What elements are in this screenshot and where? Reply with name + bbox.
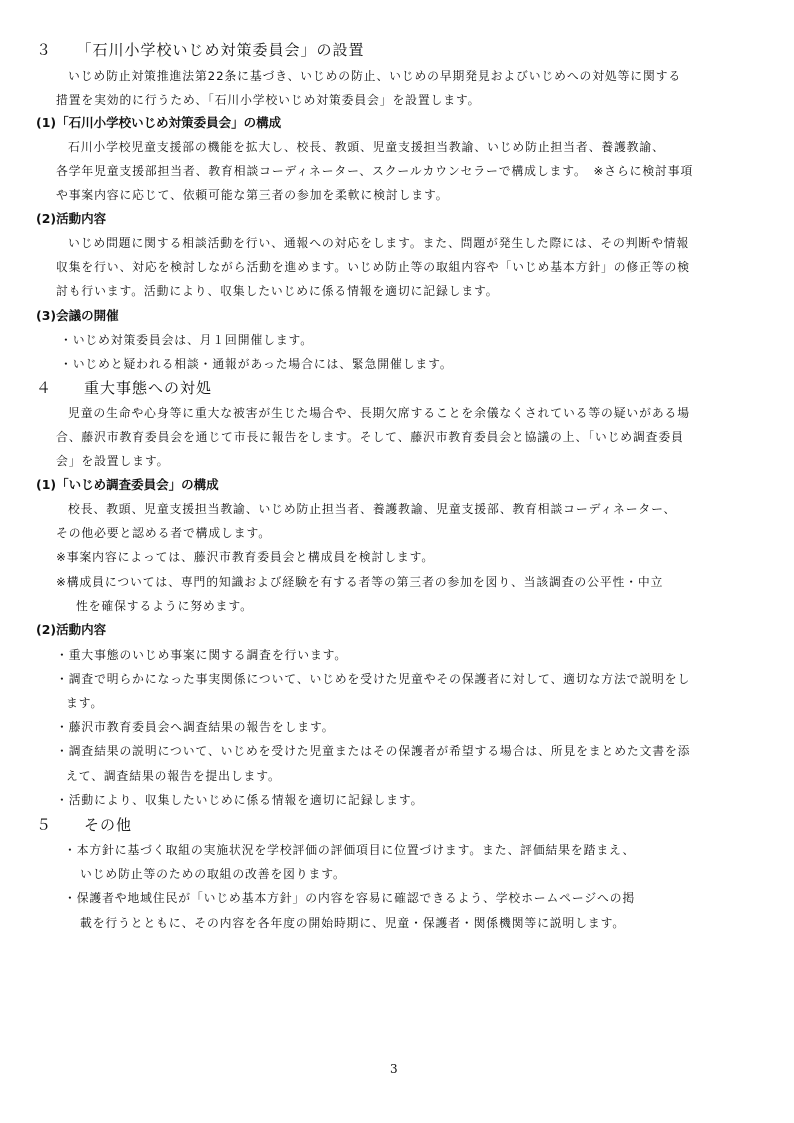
section-3-1-line: 石川小学校児童支援部の機能を拡大し、校長、教頭、児童支援担当教諭、いじめ防止担当者、養護教諭、 bbox=[68, 140, 665, 154]
section-4-1-line: 校長、教頭、児童支援担当教諭、いじめ防止担当者、養護教諭、児童支援部、教育相談コーディネーター、 bbox=[68, 502, 677, 516]
section-4-1-line: ※事案内容によっては、藤沢市教育委員会と構成員を検討します。 bbox=[56, 550, 435, 564]
section-3-3-line: ・いじめと疑われる相談・通報があった場合には、緊急開催します。 bbox=[60, 357, 453, 371]
section-3-2-line: 収集を行い、対応を検討しながら活動を進めます。いじめ防止等の取組内容や「いじめ基本方針」の修正等の検 bbox=[56, 260, 690, 274]
section-5-heading: ５ その他 bbox=[36, 816, 133, 834]
section-3-intro-line: いじめ防止対策推進法第22条に基づき、いじめの防止、いじめの早期発見およびいじめへの対処等に関する bbox=[68, 69, 682, 83]
section-4-2-line: ・活動により、収集したいじめに係る情報を適切に記録します。 bbox=[56, 793, 424, 807]
section-3-2-heading: (2)活動内容 bbox=[36, 211, 107, 226]
section-4-intro-line: 会」を設置します。 bbox=[56, 454, 170, 468]
section-4-intro-line: 合、藤沢市教育委員会を通じて市長に報告をします。そして、藤沢市教育委員会と協議の上、「いじめ調査委員 bbox=[56, 430, 684, 444]
section-3-1-line: 各学年児童支援部担当者、教育相談コーディネーター、スクールカウンセラーで構成します。 ※さらに検討事項 bbox=[56, 164, 694, 178]
section-3-intro-line: 措置を実効的に行うため、「石川小学校いじめ対策委員会」を設置します。 bbox=[56, 93, 481, 107]
section-4-1-heading: (1)「いじめ調査委員会」の構成 bbox=[36, 477, 219, 492]
section-3-2-line: 討も行います。活動により、収集したいじめに係る情報を適切に記録します。 bbox=[56, 284, 499, 298]
section-4-2-line: えて、調査結果の報告を提出します。 bbox=[66, 769, 281, 783]
section-4-2-line: ・調査で明らかになった事実関係について、いじめを受けた児童やその保護者に対して、適切な方法で説明をし bbox=[56, 672, 691, 686]
section-3-3-line: ・いじめ対策委員会は、月１回開催します。 bbox=[60, 333, 313, 347]
section-4-2-line: ・重大事態のいじめ事案に関する調査を行います。 bbox=[56, 648, 348, 662]
section-3-1-line: や事案内容に応じて、依頼可能な第三者の参加を柔軟に検討します。 bbox=[56, 188, 449, 202]
section-4-2-line: ・藤沢市教育委員会へ調査結果の報告をします。 bbox=[56, 720, 335, 734]
section-5-line: いじめ防止等のための取組の改善を図ります。 bbox=[80, 867, 346, 881]
section-5-line: ・保護者や地域住民が「いじめ基本方針」の内容を容易に確認できるよう、学校ホームページへの掲 bbox=[64, 891, 636, 905]
section-3-3-heading: (3)会議の開催 bbox=[36, 308, 119, 323]
section-3-2-line: いじめ問題に関する相談活動を行い、通報への対応をします。また、問題が発生した際には、その判断や情報 bbox=[68, 236, 690, 250]
section-5-line: ・本方針に基づく取組の実施状況を学校評価の評価項目に位置づけます。また、評価結果を踏まえ、 bbox=[64, 843, 636, 857]
section-4-2-line: ます。 bbox=[66, 696, 104, 710]
section-4-1-line: 性を確保するように努めます。 bbox=[76, 599, 253, 613]
section-4-intro-line: 児童の生命や心身等に重大な被害が生じた場合や、長期欠席することを余儀なくされている等の疑いがある場 bbox=[68, 406, 690, 420]
section-4-2-heading: (2)活動内容 bbox=[36, 622, 107, 637]
section-4-2-line: ・調査結果の説明について、いじめを受けた児童またはその保護者が希望する場合は、所見をまとめた文書を添 bbox=[56, 744, 691, 758]
section-5-line: 載を行うとともに、その内容を各年度の開始時期に、児童・保護者・関係機関等に説明します。 bbox=[80, 916, 626, 930]
section-4-1-line: その他必要と認める者で構成します。 bbox=[56, 526, 271, 540]
section-3-heading: ３ 「石川小学校いじめ対策委員会」の設置 bbox=[36, 41, 365, 59]
section-4-1-line: ※構成員については、専門的知識および経験を有する者等の第三者の参加を図り、当該調査の公平性・中立 bbox=[56, 575, 664, 589]
section-4-heading: ４ 重大事態への対処 bbox=[36, 379, 213, 397]
page-number: 3 bbox=[390, 1062, 398, 1076]
section-3-1-heading: (1)「石川小学校いじめ対策委員会」の構成 bbox=[36, 115, 282, 130]
